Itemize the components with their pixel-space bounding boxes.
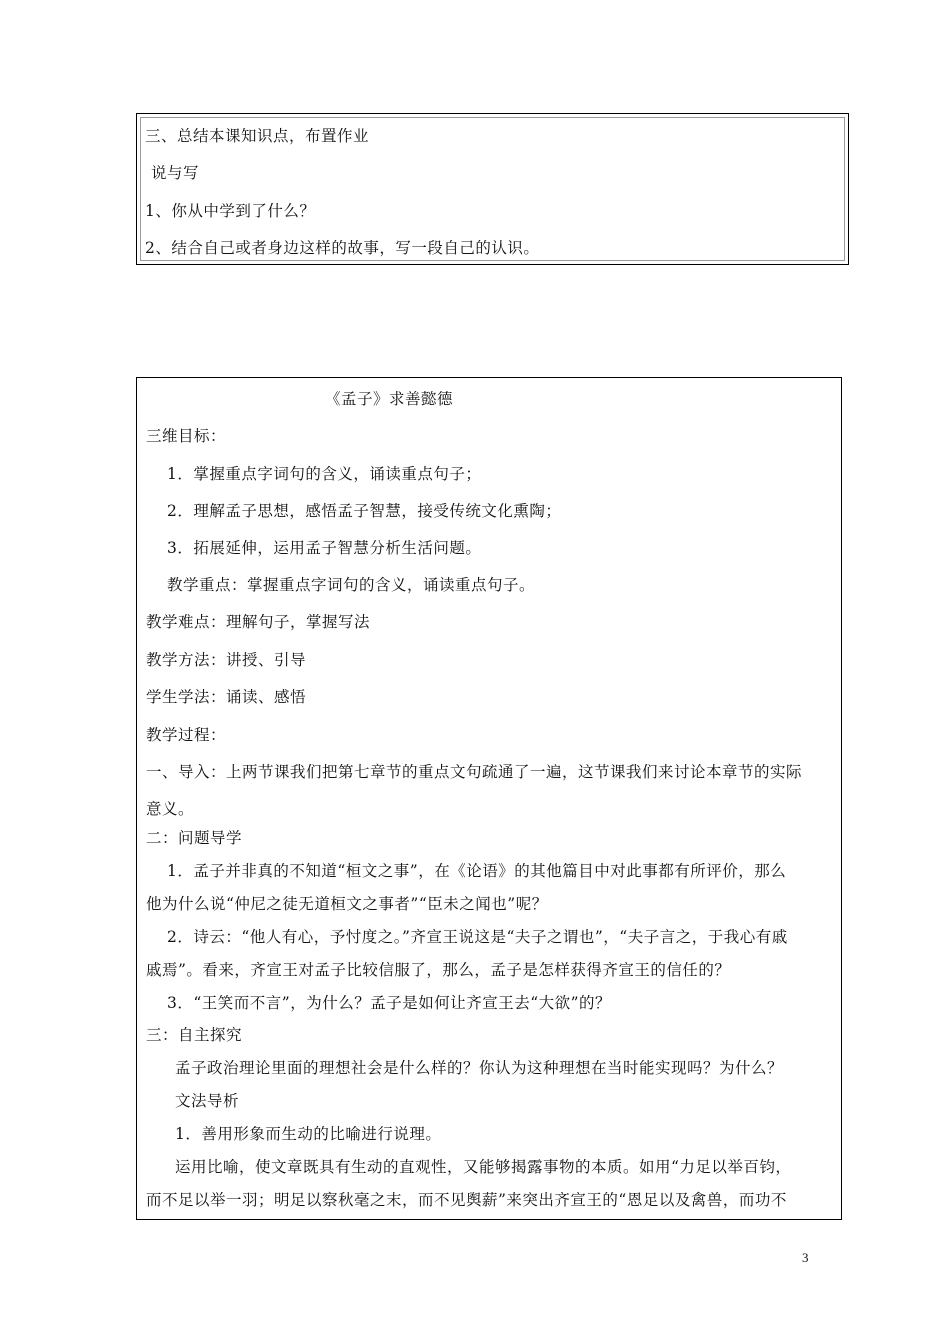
question-2-line-1: 2．诗云：“他人有心，予忖度之。”齐宣王说这是“夫子之谓也”，“夫子言之，于我心有戚 [167,928,788,946]
teaching-process-label: 教学过程： [146,726,227,744]
question-3: 3．“王笑而不言”，为什么？孟子是如何让齐宣王去“大欲”的？ [167,994,612,1012]
homework-subheading: 说与写 [151,164,200,182]
intro-line-1: 一、导入：上两节课我们把第七章节的重点文句疏通了一遍，这节课我们来讨论本章节的实际 [146,763,803,781]
intro-line-2: 意义。 [146,800,195,818]
objective-2: 2．理解孟子思想，感悟孟子智慧，接受传统文化熏陶； [167,502,562,520]
question-1-line-2: 他为什么说“仲尼之徒无道桓文之事者”“臣未之闻也”呢？ [146,895,548,913]
homework-question-1: 1、你从中学到了什么？ [145,202,316,220]
page-number: 3 [802,1250,809,1265]
homework-heading: 三、总结本课知识点，布置作业 [145,127,370,145]
homework-question-2: 2、结合自己或者身边这样的故事，写一段自己的认识。 [145,239,540,257]
objectives-label: 三维目标： [146,427,227,445]
section-self-inquiry: 三：自主探究 [146,1026,243,1044]
teaching-focus: 教学重点：掌握重点字词句的含义，诵读重点句子。 [167,576,536,594]
grammar-guide-heading: 文法导析 [175,1092,240,1110]
lesson-plan-box [136,377,842,1220]
objective-3: 3．拓展延伸，运用孟子智慧分析生活问题。 [167,539,482,557]
teaching-difficulty: 教学难点：理解句子，掌握写法 [146,613,371,631]
grammar-explanation-line-2: 而不足以举一羽；明足以察秋毫之末，而不见舆薪”来突出齐宣王的“恩足以及禽兽，而功不 [146,1191,787,1209]
homework-box [136,113,849,265]
question-2-line-2: 戚焉”。看来，齐宣王对孟子比较信服了，那么，孟子是怎样获得齐宣王的信任的？ [146,961,731,979]
learning-method: 学生学法：诵读、感悟 [146,688,307,706]
inquiry-question: 孟子政治理论里面的理想社会是什么样的？你认为这种理想在当时能实现吗？为什么？ [175,1059,784,1077]
question-1-line-1: 1．孟子并非真的不知道“桓文之事”，在《论语》的其他篇目中对此事都有所评价，那么 [167,862,787,880]
section-problem-guide: 二：问题导学 [146,829,243,847]
grammar-point-1: 1．善用形象而生动的比喻进行说理。 [175,1125,442,1143]
grammar-explanation-line-1: 运用比喻，使文章既具有生动的直观性，又能够揭露事物的本质。如用“力足以举百钧， [175,1158,792,1176]
lesson-title: 《孟子》求善懿德 [325,390,454,408]
objective-1: 1．掌握重点字词句的含义，诵读重点句子； [167,465,482,483]
teaching-method: 教学方法：讲授、引导 [146,651,307,669]
